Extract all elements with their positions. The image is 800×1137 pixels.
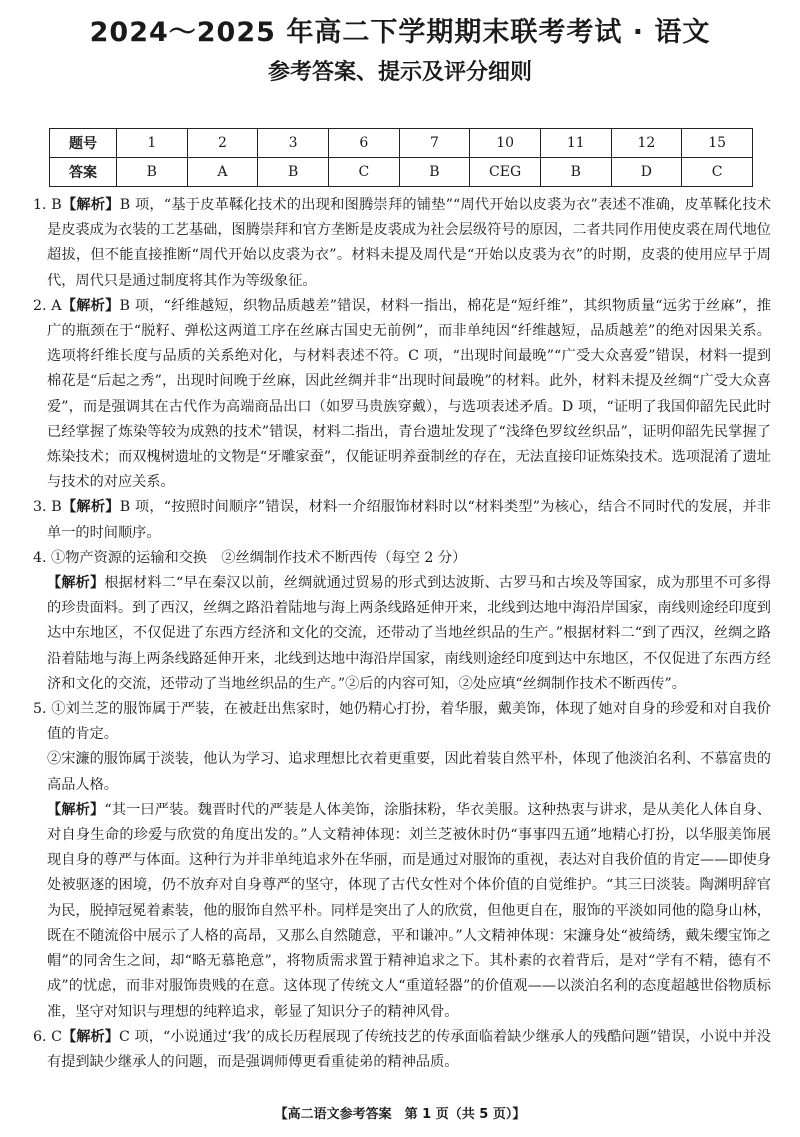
table-cell: 10 (470, 129, 541, 158)
analysis-tag: 【解析】 (47, 801, 105, 818)
table-cell: C (328, 158, 399, 187)
analysis-tag: 【解析】 (61, 297, 120, 314)
table-cell: 6 (328, 129, 399, 158)
table-cell: 7 (399, 129, 470, 158)
table-header-answer: 答案 (50, 158, 117, 187)
analysis-tag: 【解析】 (61, 197, 120, 213)
analysis-text: B 项，“按照时间顺序”错误，材料一介绍服饰材料时以“材料类型”为核心，结合不同时代的发展，并非单一的时间顺序。 (47, 499, 771, 541)
analysis-text: C 项，“小说通过‘我’的成长历程展现了传统技艺的传承面临着缺少继承人的残酷问题”错误，小说中并没有提到缺少继承人的问题，而是强调师傅更看重徒弟的精神品质。 (47, 1028, 771, 1070)
answer-lead: 3. B (33, 499, 62, 516)
question-5-answer-2: ②宋濂的服饰属于淡装，他认为学习、追求理想比衣着更重要，因此着装自然平朴，体现了他淡泊名利、不慕富贵的高品人格。 (47, 751, 771, 793)
table-cell: B (258, 158, 329, 187)
table-cell: B (399, 158, 470, 187)
page-title: 2024～2025 年高二下学期期末联考考试 · 语文 (89, 17, 711, 48)
table-cell: CEG (470, 158, 541, 187)
table-cell: C (682, 158, 753, 187)
question-1-explanation (33, 193, 771, 294)
answer-lead: 6. C (33, 1028, 62, 1045)
table-cell: 3 (258, 129, 329, 158)
question-6-explanation (33, 1025, 771, 1075)
analysis-text: 根据材料二“早在秦汉以前，丝绸就通过贸易的形式到达波斯、古罗马和古埃及等国家，成为那里不可多得的珍贵面料。到了西汉，丝绸之路沿着陆地与海上两条线路延伸开来，北线到达地中海沿岸国家，南线则途经印度到达中东地区，不仅促进了东西方经济和文化的交流，还带动了当地丝织品的生产。”根据材料二“到了西汉，丝绸之路沿着陆地与海上两条线路延伸开来，北线到达地中海沿岸国家，南线则途经印度到达中东地区，不仅促进了东西方经济和文化的交流，还带动了当地丝织品的生产。”②后的内容可知，②处应填“丝绸制作技术不断西传”。 (47, 575, 771, 692)
question-5-explanation (33, 798, 771, 1025)
table-cell: 2 (187, 129, 258, 158)
table-cell: A (187, 158, 258, 187)
analysis-tag: 【解析】 (47, 575, 105, 592)
table-row-numbers (50, 129, 753, 158)
analysis-tag: 【解析】 (61, 499, 120, 516)
question-2-explanation (33, 294, 771, 496)
table-cell: 12 (611, 129, 682, 158)
table-cell: D (611, 158, 682, 187)
question-5-answer-1: 5. ①刘兰芝的服饰属于严装，在被赶出焦家时，她仍精心打扮，着华服，戴美饰，体现了她对自身的珍爱和对自我价值的肯定。 (33, 701, 771, 743)
page-subtitle: 参考答案、提示及评分细则 (267, 60, 532, 85)
table-cell: B (540, 158, 611, 187)
analysis-text: “其一曰严装。魏晋时代的严装是人体美饰，涂脂抹粉，华衣美服。这种热衷与讲求，是从美化人体自身、对自身生命的珍爱与欣赏的角度出发的。”人文精神体现：刘兰芝被休时仍“事事四五通”地精心打扮，以华服美饰展现自身的尊严与体面。这种行为并非单纯追求外在华丽，而是通过对服饰的重视，表达对自我价值的肯定——即使身处被驱逐的困境，仍不放弃对自身尊严的坚守，体现了古代女性对个体价值的自觉维护。“其三曰淡装。陶渊明辞官为民，脱掉冠冕着素装，他的服饰自然平朴。同样是突出了人的欣赏，但他更自在，服饰的平淡如同他的隐身山林，既在不随流俗中展示了人格的高昂，又那么自然随意，平和谦冲。”人文精神体现：宋濂身处“被绮绣，戴朱缨宝饰之帽”的同舍生之间，却“略无慕艳意”，将物质需求置于精神追求之下。其朴素的衣着背后，是对“学有不精，德有不成”的忧虑，而非对服饰贵贱的在意。这体现了传统文人“重道轻器”的价值观——以淡泊名利的态度超越世俗物质标准，坚守对知识与理想的纯粹追求，彰显了知识分子的精神风骨。 (47, 801, 771, 1020)
answer-lead: 2. A (33, 297, 62, 314)
answer-table (49, 128, 753, 187)
question-3-explanation (33, 495, 771, 545)
analysis-text: B 项，“纤维越短，织物品质越差”错误，材料一指出，棉花是“短纤维”，其织物质量“远劣于丝麻”，推广的瓶颈在于“脱籽、弹松这两道工序在丝麻古国史无前例”，而非单纯因“纤维越短，品质越差”的绝对因果关系。选项将纤维长度与品质的关系绝对化，与材料表述不符。C 项，“出现时间最晚”“广受大众喜爱”错误，材料一提到棉花是“后起之秀”，出现时间晚于丝麻，因此丝绸并非“出现时间最晚”的材料。此外，材料未提及丝绸“广受大众喜爱”，而是强调其在古代作为高端商品出口（如罗马贵族穿戴），与选项表述矛盾。D 项，“证明了我国仰韶先民此时已经掌握了炼染等较为成熟的技术”错误，材料二指出，青台遗址发现了“浅绛色罗纹丝织品”，证明仰韶先民掌握了炼染技术；而双槐树遗址的文物是“牙雕家蚕”，仅能证明养蚕制丝的存在，无法直接印证炼染技术。选项混淆了遗址与技术的对应关系。 (47, 297, 771, 491)
table-row-answers (50, 158, 753, 187)
analysis-text: B 项，“基于皮革鞣化技术的出现和图腾崇拜的铺垫”“周代开始以皮裘为衣”表述不准确，皮革鞣化技术是皮裘成为衣装的工艺基础，图腾崇拜和官方垄断是皮裘成为社会层级符号的原因，二者共同作用使皮裘在周代地位超拔，但不能直接推断“周代开始以皮裘为衣”。材料未提及周代是“开始以皮裘为衣”的时期，皮裘的使用应早于周代，周代只是通过制度将其作为等级象征。 (47, 197, 771, 289)
analysis-tag: 【解析】 (61, 1028, 120, 1045)
question-4-answer: 4. ①物产资源的运输和交换 ②丝绸制作技术不断西传（每空 2 分） (33, 549, 467, 566)
table-cell: 15 (682, 129, 753, 158)
table-header-number: 题号 (50, 129, 117, 158)
table-cell: 11 (540, 129, 611, 158)
table-cell: B (117, 158, 188, 187)
table-cell: 1 (117, 129, 188, 158)
page-footer: 【高二语文参考答案 第 1 页（共 5 页）】 (274, 1107, 526, 1122)
question-4-explanation (33, 571, 771, 697)
answer-explanations (33, 193, 771, 1075)
answer-lead: 1. B (33, 197, 62, 213)
